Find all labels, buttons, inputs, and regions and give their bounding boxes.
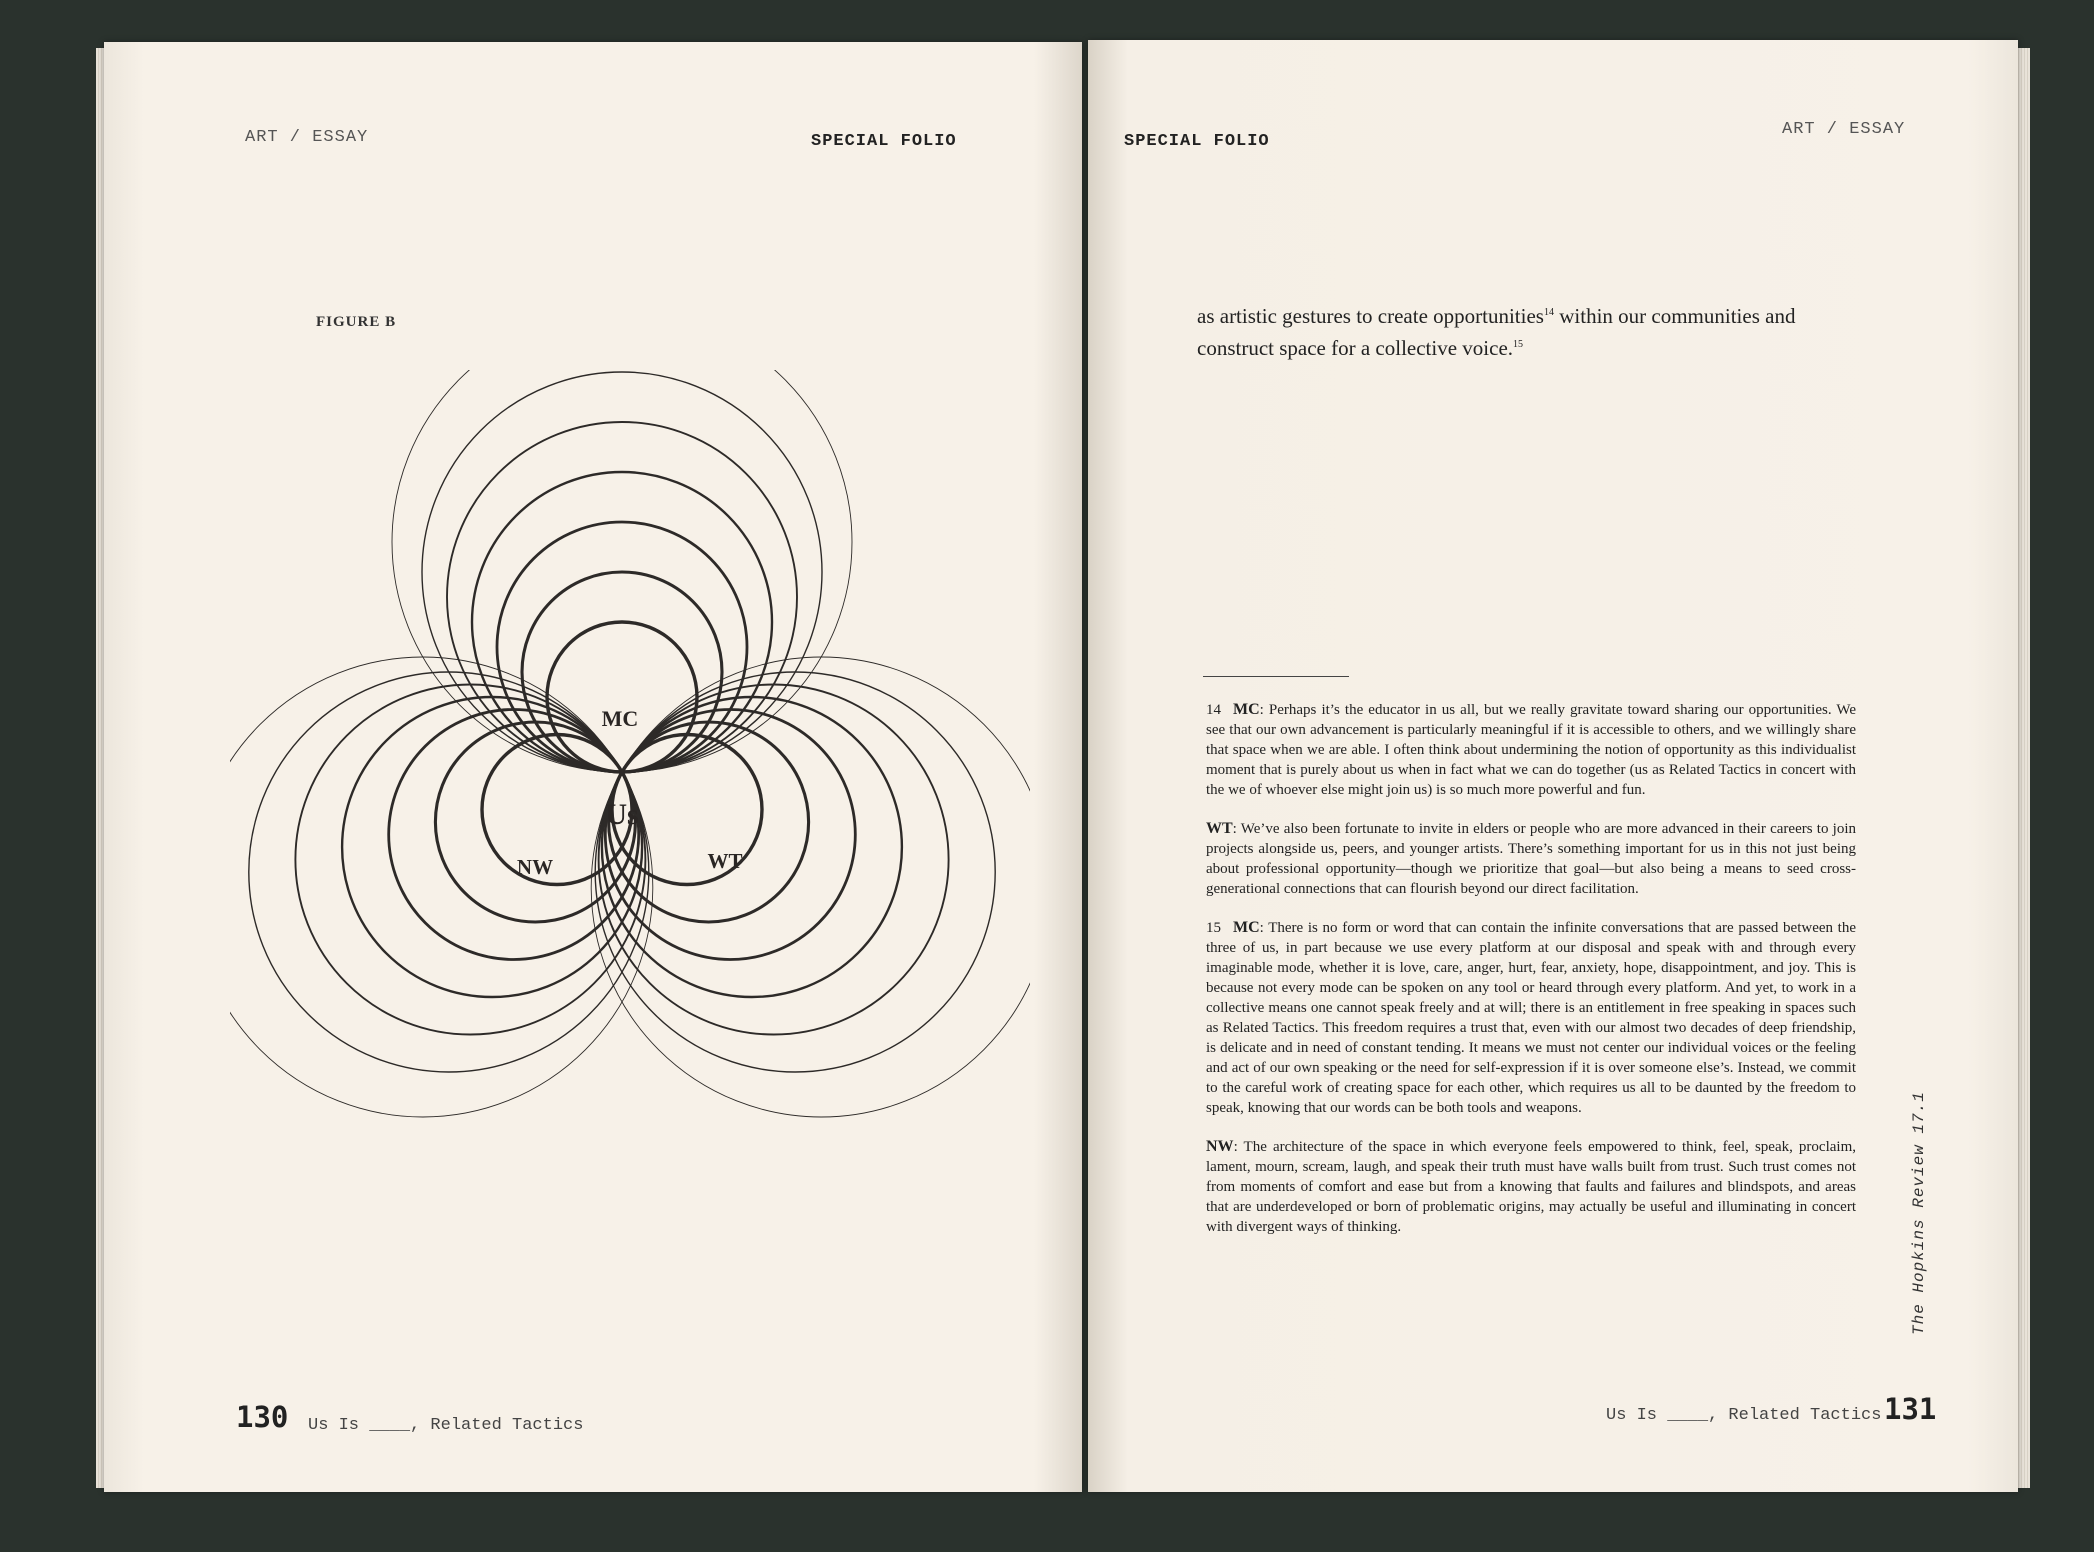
left-family-ring [230,657,653,1117]
right-header-section: ART / ESSAY [1782,120,1906,139]
journal-spine-text: The Hopkins Review 17.1 [1910,1091,1928,1335]
label-nw: NW [516,855,554,879]
footnote-number: 14 [1206,702,1221,718]
right-running-title: Us Is ____, Related Tactics [1606,1406,1882,1425]
figure-label: FIGURE B [316,314,397,330]
body-paragraph [1197,300,1817,364]
footnote-rule [1203,676,1349,677]
speaker-initials: NW [1206,1138,1234,1155]
label-wt: WT [707,849,743,873]
right-page-number: 131 [1884,1392,1937,1426]
footnote-ref-14: 14 [1543,307,1554,318]
footnote-text: : The architecture of the space in which everyone feels empowered to think, feel, speak, proclaim, lament, mourn, scream, laugh, and speak their truth must have walls built from trust. Such trust comes not from moments of comfort and ease but from a knowing that faults and failures and blindspots, and areas that are underdeveloped or born of problematic origins, may actually be useful and illuminating in concert with divergent ways of thinking. [1206,1139,1856,1235]
footnote-ref-15: 15 [1513,339,1524,350]
body-text-part-2: within our communities and construct space for a collective voice. [1197,304,1796,360]
footnote-text: : There is no form or word that can contain the infinite conversations that are passed between the three of us, in part because we use every platform at our disposal and speak with and through every imaginable mode, whether it is love, care, anger, hurt, fear, anxiety, hope, disappointment, and joy. This is because not every mode can be spoken on any tool or heard through every platform. And yet, to work in a collective means one cannot speak freely and at will; there is an entitlement in free speaking in spaces such as Related Tactics. This freedom requires a trust that, even with our almost two decades of deep friendship, is delicate and in need of constant tending. It means we must not center our individual voices or the feeling and act of our own speaking or the need for self-expression if it is over someone else’s. Instead, we commit to the careful work of creating space for each other, which requires us all to be daunted by the freedom to speak, knowing that our words can be both tools and weapons. [1206,920,1856,1116]
footnote [1206,819,1856,899]
footnote [1206,700,1856,800]
venn-circle-diagram [230,370,1030,1190]
left-page-number: 130 [236,1400,289,1434]
top-family-ring [547,622,697,772]
speaker-initials: MC [1233,919,1260,936]
left-header-folio: SPECIAL FOLIO [811,132,957,151]
right-family-ring [591,657,1030,1117]
body-text-part-1: as artistic gestures to create opportunities [1197,304,1544,328]
left-running-title: Us Is ____, Related Tactics [308,1416,584,1435]
footnote [1206,918,1856,1118]
speaker-initials: MC [1233,701,1260,718]
left-header-section: ART / ESSAY [245,128,369,147]
right-header-folio: SPECIAL FOLIO [1124,132,1270,151]
footnote-text: : Perhaps it’s the educator in us all, but we really gravitate toward sharing our opportunities. We see that our own advancement is particularly meaningful if it is accessible to others, and we willingly share that space when we are able. I often think about undermining the notion of opportunity as this individualist moment that is purely about us when in fact what we can do together (us as Related Tactics in concert with the we of whoever else might join us) is so much more powerful and fun. [1206,702,1856,798]
footnote-text: : We’ve also been fortunate to invite in elders or people who are more advanced in their careers to join projects alongside us, peers, and younger artists. There’s something important for us in this not just being about professional opportunity—though we prioritize that goal—but also being a means to seed cross-generational connections that can flourish beyond our direct facilitation. [1206,821,1856,897]
label-us: Us [605,798,639,831]
speaker-initials: WT [1206,820,1233,837]
label-mc: MC [601,706,639,731]
footnote-number: 15 [1206,920,1221,936]
footnote [1206,1137,1856,1237]
top-family-ring [497,522,747,772]
footnotes [1206,700,1856,1256]
page-edges-right [2016,48,2030,1488]
